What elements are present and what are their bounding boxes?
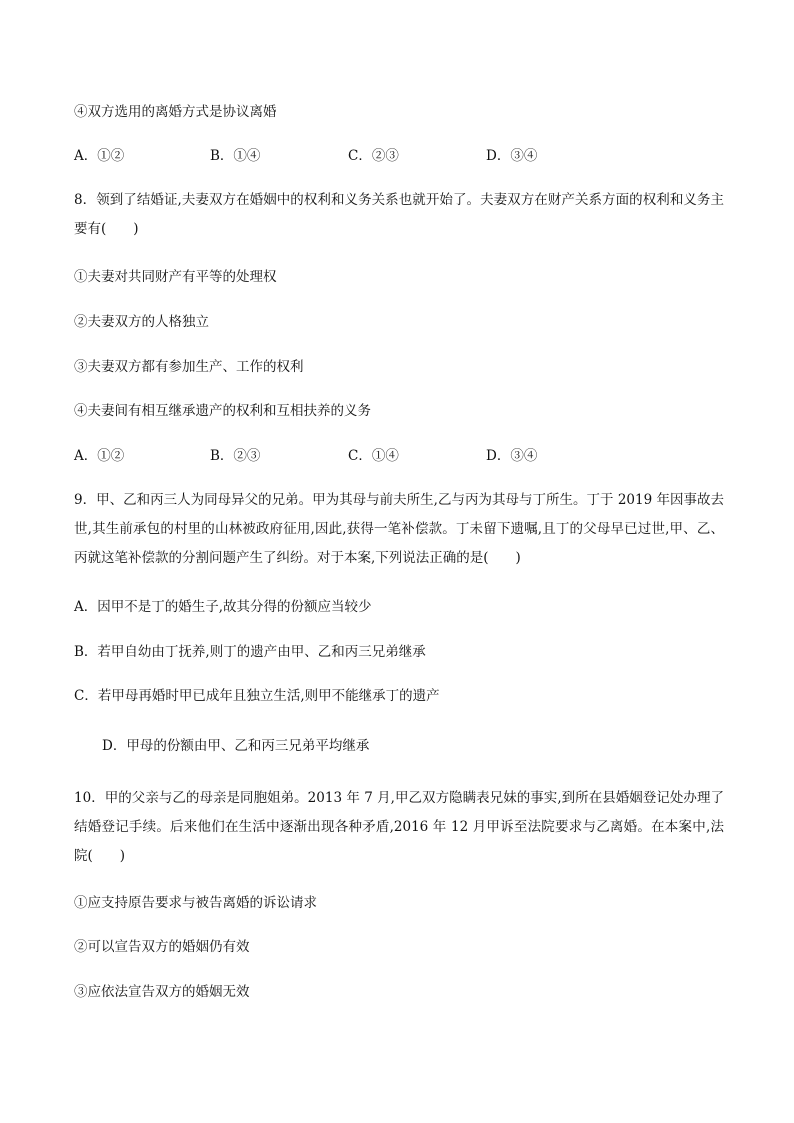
q10-stem: 10．甲的父亲与乙的母亲是同胞姐弟。2013 年 7 月,甲乙双方隐瞒表兄妹的事实,到所在县婚姻登记处办理了结婚登记手续。后来他们在生活中逐渐出现各种矛盾,2016 年 12 月甲诉至法院要求与乙离婚。在本案中,法院( ) <box>74 790 724 864</box>
q7-statement-4: ④双方选用的离婚方式是协议离婚 <box>74 104 277 120</box>
q8-statement-1: ①夫妻对共同财产有平等的处理权 <box>74 269 277 285</box>
q10-statement-3: ③应依法宣告双方的婚姻无效 <box>74 984 250 1000</box>
q8-statement-4: ④夫妻间有相互继承遗产的权利和互相扶养的义务 <box>74 403 371 419</box>
q8-option-a: A．①② <box>74 448 125 464</box>
q8-options <box>74 446 634 466</box>
q10-statement-1: ①应支持原告要求与被告离婚的诉讼请求 <box>74 895 317 911</box>
q9-option-a: A．因甲不是丁的婚生子,故其分得的份额应当较少 <box>74 599 372 615</box>
q10-statement-2: ②可以宣告双方的婚姻仍有效 <box>74 939 250 955</box>
q7-option-d: D．③④ <box>486 148 538 164</box>
q8-option-b: B．②③ <box>210 448 261 464</box>
q8-stem: 8．领到了结婚证,夫妻双方在婚姻中的权利和义务关系也就开始了。夫妻双方在财产关系方面的权利和义务主要有( ) <box>74 192 724 237</box>
q9-stem: 9．甲、乙和丙三人为同母异父的兄弟。甲为其母与前夫所生,乙与丙为其母与丁所生。丁于 2019 年因事故去世,其生前承包的村里的山林被政府征用,因此,获得一笔补偿款。丁未留下遗嘱,且丁的父母早已过世,甲、乙、丙就这笔补偿款的分割问题产生了纠纷。对于本案,下列说法正确的是( ) <box>74 492 724 566</box>
q9-option-d: D．甲母的份额由甲、乙和丙三兄弟平均继承 <box>102 738 370 754</box>
q7-option-b: B．①④ <box>210 148 261 164</box>
q9-option-c: C．若甲母再婚时甲已成年且独立生活,则甲不能继承丁的遗产 <box>74 688 440 704</box>
q7-option-a: A．①② <box>74 148 125 164</box>
q9-option-b: B．若甲自幼由丁抚养,则丁的遗产由甲、乙和丙三兄弟继承 <box>74 644 426 660</box>
q8-option-c: C．①④ <box>348 448 399 464</box>
q8-option-d: D．③④ <box>486 448 538 464</box>
q7-options <box>74 146 634 166</box>
q8-statement-2: ②夫妻双方的人格独立 <box>74 314 209 330</box>
q8-statement-3: ③夫妻双方都有参加生产、工作的权利 <box>74 359 304 375</box>
q7-option-c: C．②③ <box>348 148 399 164</box>
